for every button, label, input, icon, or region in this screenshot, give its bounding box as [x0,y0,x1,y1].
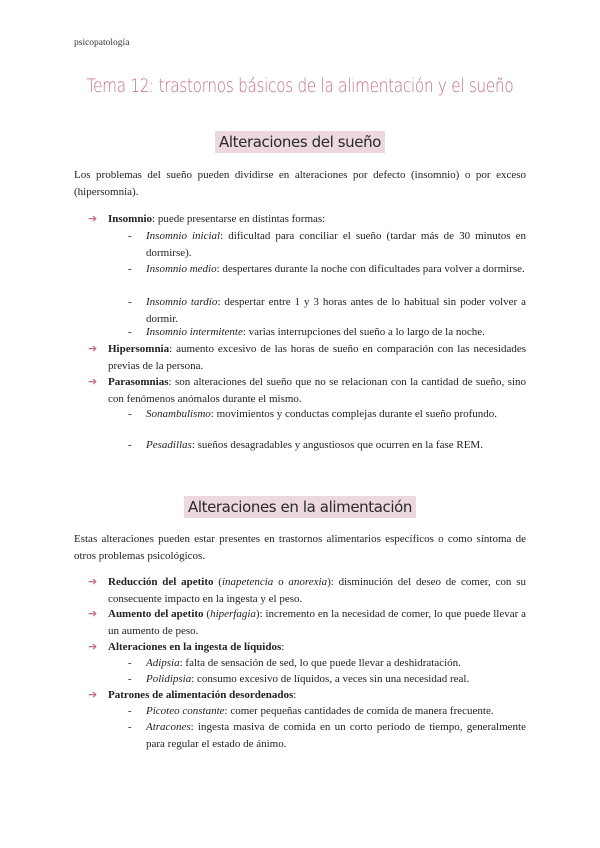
dash-bullet: - [128,673,132,685]
description: : despertar entre 1 y 3 horas antes de lo habitual sin poder volver a dormir. [146,296,527,325]
term: Insomnio tardío [146,296,218,308]
term: Reducción del apetito [108,576,214,588]
arrow-bullet-icon: ➔ [88,212,98,225]
document-title: Tema 12: trastornos básicos de la alimentación y el sueño [86,76,514,97]
term: Adipsia [146,657,180,669]
arrow-bullet-icon: ➔ [88,575,98,588]
description: : puede presentarse en distintas formas: [152,213,326,225]
description: : ingesta masiva de comida en un corto periodo de tiempo, generalmente para regular el estado de ánimo. [146,721,526,750]
term: Parasomnias [108,376,169,388]
dash-bullet: - [128,408,132,420]
sub-item-sonambulismo [128,406,526,423]
term: Picoteo constante [146,705,225,717]
description: : despertares durante la noche con dificultades para volver a dormirse. [216,263,525,275]
arrow-bullet-icon: ➔ [88,640,98,653]
description: : [281,641,285,653]
paren-close: ) [327,576,331,588]
paren-open: ( [203,608,211,620]
list-item-parasomnias [88,374,526,407]
sub-item-polidipsia [128,671,526,688]
section-heading-eating-label: Alteraciones en la alimentación [184,496,416,518]
arrow-bullet-icon: ➔ [88,342,98,355]
sub-item-picoteo [128,703,526,720]
term: Patrones de alimentación desordenados [108,689,294,701]
arrow-bullet-icon: ➔ [88,607,98,620]
arrow-bullet-icon: ➔ [88,688,98,701]
sub-item-adipsia [128,655,526,672]
sub-item-insomnio-medio [128,261,526,278]
dash-bullet: - [128,296,132,308]
arrow-bullet-icon: ➔ [88,375,98,388]
description: : varias interrupciones del sueño a lo largo de la noche. [242,326,485,338]
dash-bullet: - [128,439,132,451]
description: : incremento en la necesidad de comer, lo que puede llevar a un aumento de peso. [108,608,527,637]
description: : consumo excesivo de líquidos, a veces sin una necesidad real. [191,673,470,685]
description: : disminución del deseo de comer, con su consecuente impacto en la ingesta y el peso. [108,576,526,605]
paren-open: ( [213,576,222,588]
list-item-ingesta-liquidos [88,639,526,656]
dash-bullet: - [128,705,132,717]
description: : son alteraciones del sueño que no se relacionan con la cantidad de sueño, sino con fenómenos anómalos durante el mismo. [108,376,526,405]
dash-bullet: - [128,263,132,275]
conjunction: o [273,576,289,588]
term: Aumento del apetito [108,608,204,620]
list-item-insomnio [88,211,526,228]
term: Insomnio inicial [146,230,221,242]
term: Atracones [146,721,191,733]
description: : aumento excesivo de las horas de sueño en comparación con las necesidades previas de la persona. [108,343,526,372]
term: Sonambulismo [146,408,211,420]
paren-close: ) [255,608,260,620]
sleep-intro: Los problemas del sueño pueden dividirse en alteraciones por defecto (insomnio) o por exceso (hipersomnia). [74,169,526,198]
sub-item-pesadillas [128,437,526,454]
synonym-anorexia: anorexia [288,576,328,588]
term: Insomnio intermitente [146,326,243,338]
list-item-hipersomnia [88,341,526,374]
term: Hipersomnia [108,343,170,355]
description: : falta de sensación de sed, lo que puede llevar a deshidratación. [179,657,461,669]
sub-item-insomnio-tardio [128,294,526,327]
term: Insomnio [108,213,153,225]
description: : [293,689,297,701]
list-item-patrones-alimentacion [88,687,526,704]
dash-bullet: - [128,721,132,733]
description: : comer pequeñas cantidades de comida de manera frecuente. [224,705,494,717]
eating-intro: Estas alteraciones pueden estar presentes en trastornos alimentarios específicos o como síntoma de otros problemas psicológicos. [74,533,526,562]
description: : dificultad para conciliar el sueño (tardar más de 30 minutos en dormirse). [146,230,526,259]
sub-item-insomnio-inicial [128,228,526,261]
term: Alteraciones en la ingesta de líquidos [108,641,282,653]
term: Polidipsia [146,673,192,685]
description: : sueños desagradables y angustiosos que ocurren en la fase REM. [191,439,483,451]
running-header: psicopatología [74,38,130,48]
synonym-hiperfagia: hiperfagia [210,608,256,620]
description: : movimientos y conductas complejas durante el sueño profundo. [210,408,498,420]
section-heading-sleep-label: Alteraciones del sueño [215,131,385,153]
term: Pesadillas [146,439,192,451]
dash-bullet: - [128,326,132,338]
term: Insomnio medio [146,263,217,275]
sub-item-insomnio-intermitente [128,324,526,341]
synonym-inapetencia: inapetencia [221,576,274,588]
sub-item-atracones [128,719,526,752]
list-item-aumento-apetito [88,606,526,639]
dash-bullet: - [128,230,132,242]
list-item-reduccion-apetito [88,574,526,607]
section-heading-sleep [0,131,600,153]
section-heading-eating [0,496,600,518]
dash-bullet: - [128,657,132,669]
